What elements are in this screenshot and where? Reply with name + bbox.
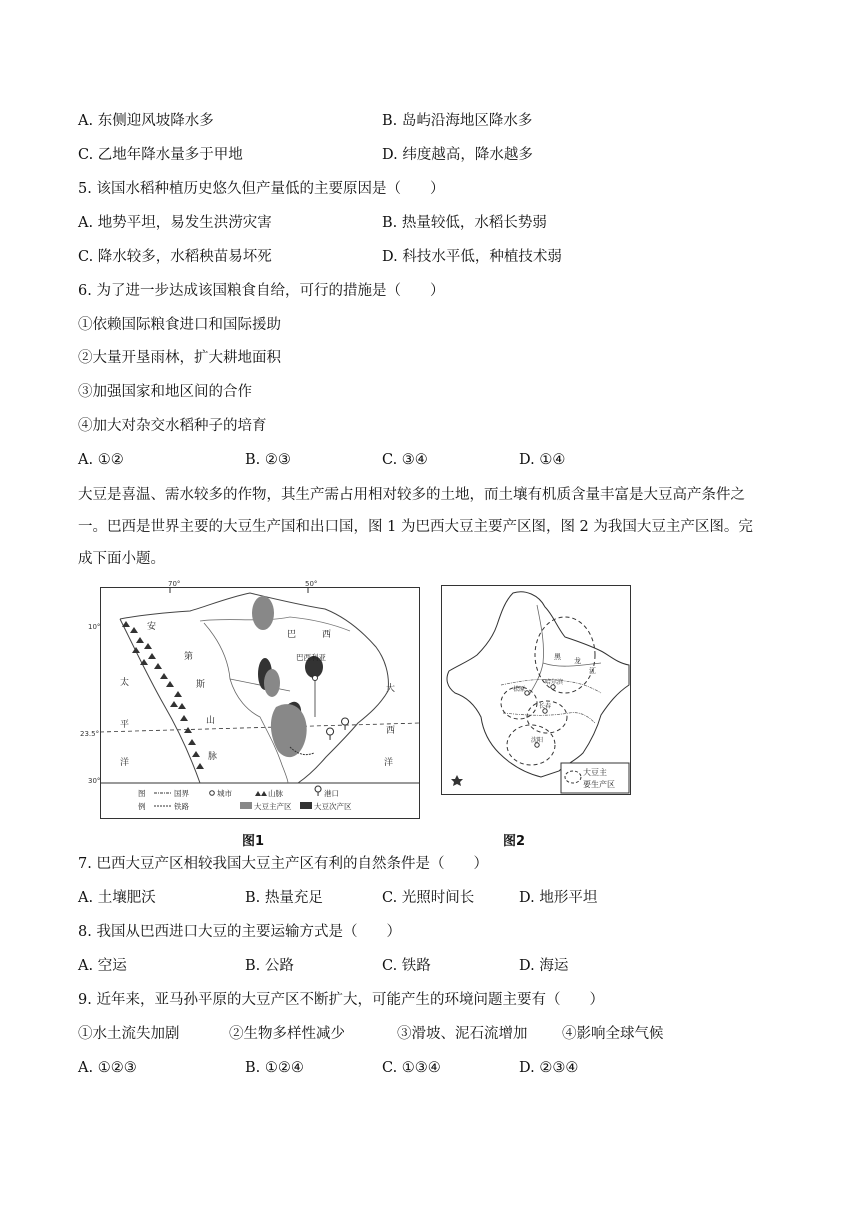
- passage-line-3: 成下面小题。: [78, 551, 165, 567]
- label-jiang: 江: [589, 667, 596, 675]
- q5-option-a: A. 地势平坦，易发生洪涝灾害: [78, 215, 272, 231]
- q6-statement-1: ①依赖国际粮食进口和国际援助: [78, 317, 281, 333]
- fig2-legend-line-1: 大豆主: [583, 768, 607, 777]
- q6-option-b: B. ②③: [245, 452, 291, 468]
- andes-label-4: 山: [206, 716, 216, 726]
- andes-label-3: 斯: [196, 680, 206, 690]
- label-songyuan: 松原: [513, 686, 526, 693]
- atlantic-label-2: 西: [386, 726, 396, 736]
- q8-option-d: D. 海运: [519, 958, 569, 974]
- label-long: 龙: [574, 657, 581, 665]
- fig2-legend-line-2: 要生产区: [583, 780, 615, 789]
- q4-option-b: B. 岛屿沿海地区降水多: [382, 113, 533, 129]
- passage-line-2: 一。巴西是世界主要的大豆生产国和出口国，图 1 为巴西大豆主要产区图，图 2 为我国大豆主产区图。完: [78, 519, 753, 535]
- label-shenyang: 沈阳: [531, 737, 544, 744]
- q9-statement-4: ④影响全球气候: [562, 1026, 664, 1042]
- legend-main-label: 大豆主产区: [254, 802, 292, 811]
- q7-option-a: A. 土壤肥沃: [78, 890, 156, 906]
- q6-option-d: D. ①④: [519, 452, 566, 468]
- q9-stem: 9. 近年来，亚马孙平原的大豆产区不断扩大，可能产生的环境问题主要有（ ）: [78, 992, 604, 1008]
- q5-option-b: B. 热量较低，水稻长势弱: [382, 215, 547, 231]
- andes-label-1: 安: [147, 622, 157, 632]
- brasilia-label: 巴西利亚: [296, 653, 326, 662]
- andes-label-2: 第: [184, 652, 194, 662]
- q7-option-d: D. 地形平坦: [519, 890, 598, 906]
- q8-option-a: A. 空运: [78, 958, 127, 974]
- pacific-label-2: 平: [120, 720, 130, 730]
- label-harbin: 哈尔滨: [545, 679, 564, 686]
- q9-option-d: D. ②③④: [519, 1060, 579, 1076]
- label-hei: 黑: [554, 653, 561, 661]
- q4-option-d: D. 纬度越高，降水越多: [382, 147, 533, 163]
- q6-option-c: C. ③④: [382, 452, 428, 468]
- lat-30-label: 30°: [88, 777, 101, 785]
- q4-option-a: A. 东侧迎风坡降水多: [78, 113, 214, 129]
- andes-label-5: 脉: [208, 752, 218, 762]
- fig2-legend: [561, 763, 629, 793]
- fig2-caption: 图2: [503, 834, 526, 849]
- q8-stem: 8. 我国从巴西进口大豆的主要运输方式是（ ）: [78, 924, 401, 940]
- q7-option-c: C. 光照时间长: [382, 890, 475, 906]
- legend-city-label: 城市: [217, 789, 232, 798]
- q9-option-b: B. ①②④: [245, 1060, 304, 1076]
- q9-option-a: A. ①②③: [78, 1060, 137, 1076]
- china-soybean-map: [441, 585, 631, 795]
- legend-secondary-label: 大豆次产区: [314, 802, 352, 811]
- q6-statement-2: ②大量开垦雨林，扩大耕地面积: [78, 350, 281, 366]
- brazil-label-2: 西: [322, 630, 332, 640]
- legend-port-label: 港口: [324, 789, 339, 798]
- atlantic-label-3: 洋: [384, 758, 394, 768]
- legend-title-1: 图: [138, 789, 146, 798]
- lat-10-label: 10°: [88, 623, 101, 631]
- q6-stem: 6. 为了进一步达成该国粮食自给，可行的措施是（ ）: [78, 283, 445, 299]
- q7-option-b: B. 热量充足: [245, 890, 323, 906]
- legend-railway-label: 铁路: [174, 802, 189, 811]
- passage-line-1: 大豆是喜温、需水较多的作物，其生产需占用相对较多的土地，而土壤有机质含量丰富是大豆高产条件之: [78, 487, 745, 503]
- q9-option-c: C. ①③④: [382, 1060, 441, 1076]
- q4-option-c: C. 乙地年降水量多于甲地: [78, 147, 243, 163]
- pacific-label-3: 洋: [120, 758, 130, 768]
- q9-statement-2: ②生物多样性减少: [229, 1026, 345, 1042]
- brazil-soybean-map: [80, 580, 420, 819]
- brazil-label-1: 巴: [287, 630, 297, 640]
- legend-mountain-label: 山脉: [268, 789, 283, 798]
- fig1-caption: 图1: [242, 834, 265, 849]
- lon-50-label: 50°: [305, 580, 318, 588]
- q6-option-a: A. ①②: [78, 452, 124, 468]
- lon-70-label: 70°: [168, 580, 181, 588]
- q8-option-b: B. 公路: [245, 958, 294, 974]
- legend-border-label: 国界: [174, 789, 189, 798]
- q5-option-d: D. 科技水平低，种植技术弱: [382, 249, 562, 265]
- q5-stem: 5. 该国水稻种植历史悠久但产量低的主要原因是（ ）: [78, 181, 445, 197]
- atlantic-label-1: 大: [386, 684, 396, 694]
- q7-stem: 7. 巴西大豆产区相较我国大豆主产区有利的自然条件是（ ）: [78, 856, 488, 872]
- pacific-label-1: 太: [120, 678, 130, 688]
- q5-option-c: C. 降水较多，水稻秧苗易坏死: [78, 249, 272, 265]
- q9-statement-1: ①水土流失加剧: [78, 1026, 180, 1042]
- label-changchun: 长春: [539, 703, 552, 710]
- q6-statement-4: ④加大对杂交水稻种子的培育: [78, 418, 267, 434]
- q8-option-c: C. 铁路: [382, 958, 431, 974]
- q9-statement-3: ③滑坡、泥石流增加: [397, 1026, 528, 1042]
- legend-title-2: 例: [138, 802, 146, 811]
- lat-23-label: 23.5°: [80, 730, 100, 738]
- q6-statement-3: ③加强国家和地区间的合作: [78, 384, 252, 400]
- brasilia-city-marker: [313, 676, 318, 681]
